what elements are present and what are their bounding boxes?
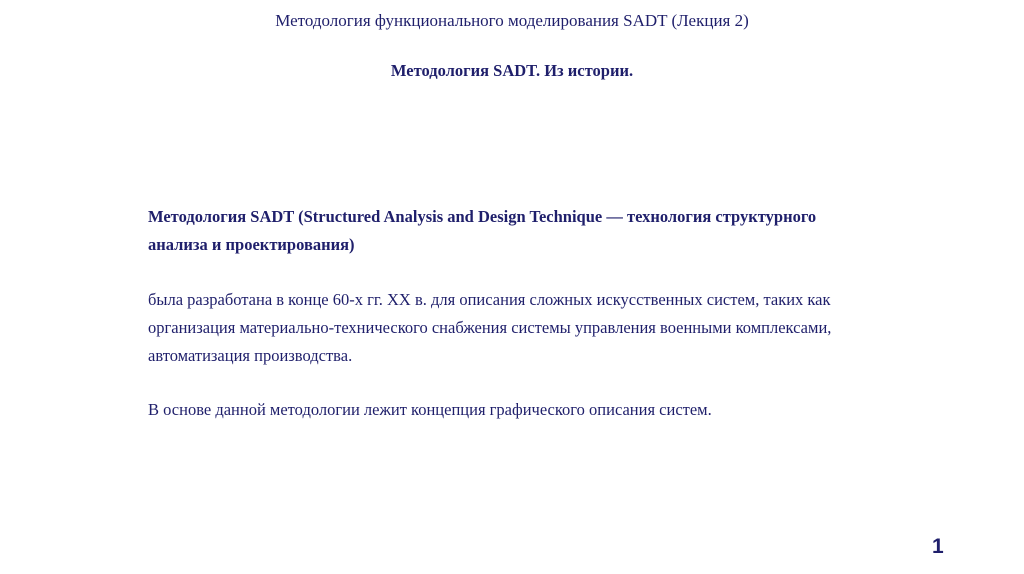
slide-body <box>148 203 838 424</box>
concept-paragraph: В основе данной методологии лежит концепция графического описания систем. <box>148 400 712 419</box>
lead-paragraph: Методология SADT (Structured Analysis and Design Technique — технология структурного анализа и проектирования) <box>148 207 817 254</box>
header-title: Методология функционального моделирования SADT (Лекция 2) <box>275 11 749 30</box>
history-paragraph: была разработана в конце 60-х гг. XX в. для описания сложных искусственных систем, таких как организация материально-технического снабжения системы управления военными комплексами, автоматизация производства. <box>148 290 832 365</box>
slide-subtitle: Методология SADT. Из истории. <box>390 61 634 80</box>
page-number: 1 <box>932 535 944 558</box>
